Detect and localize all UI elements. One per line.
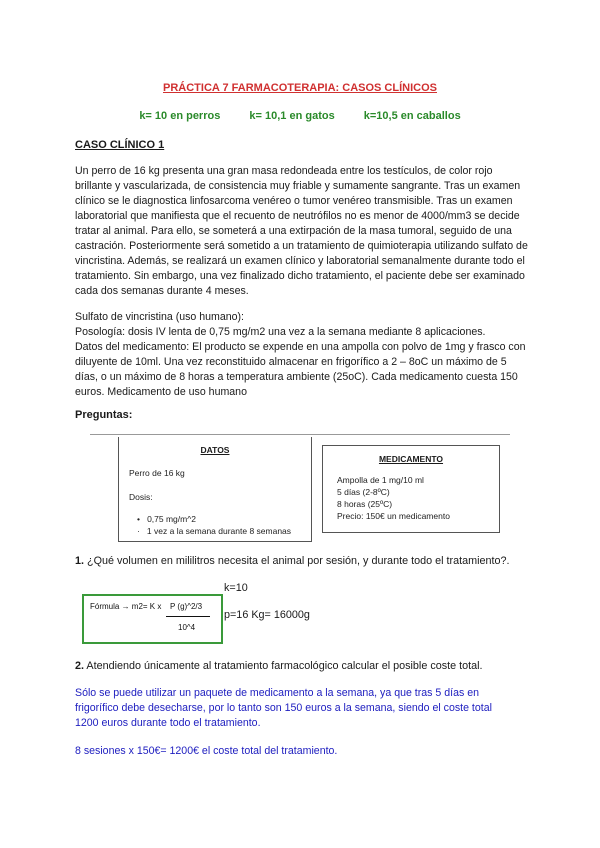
answer-1: Sólo se puede utilizar un paquete de medicamento a la semana, ya que tras 5 días en frigorífico debe desecharse, por lo tanto son 150 euros a la semana, siendo el coste total 1200 euros durante todo el tratamiento. [75, 687, 492, 729]
medicamento-title: MEDICAMENTO [378, 454, 444, 464]
k-horses: k=10,5 en caballos [363, 110, 461, 122]
page-title: PRÁCTICA 7 FARMACOTERAPIA: CASOS CLÍNICOS [163, 82, 437, 94]
p-note: p=16 Kg= 16000g [224, 609, 310, 621]
drug-name: Sulfato de vincristina (uso humano): [75, 311, 244, 323]
case-paragraph: Un perro de 16 kg presenta una gran masa redondeada entre los testículos, de color rojo brillante y vascularizada, de consistencia muy friable y sumamente sangrante. Tras un examen clínico se le diagnostica linfosarcoma venéreo o tumor venéreo transmisible. Tras un examen laboratorial que manifiesta que el recuento de neutrófilos no es menor de 4000/mm3 se decide tratar al animal. Para ello, se someterá a una extirpación de la masa tumoral, seguido de una castración. Posteriormente será sometido a un tratamiento de quimioterapia utilizando sulfato de vincristina. Además, se realizará un examen clínico y laboratorial semanalmente durante todo el tratamiento. Sin embargo, una vez finalizado dicho tratamiento, el paciente debe ser examinado cada dos semanas durante 4 meses. [75, 165, 528, 297]
datos-bullet-1: • 0,75 mg/m^2 [137, 514, 196, 524]
drug-section [75, 310, 530, 400]
datos-weight: Perro de 16 kg [129, 468, 185, 478]
medicamento-line-4: Precio: 150€ un medicamento [337, 511, 450, 521]
k-dogs: k= 10 en perros [139, 110, 221, 122]
medicamento-line-3: 8 horas (25ºC) [337, 499, 393, 509]
formula-numerator: P (g)^2/3 [170, 602, 203, 611]
k-note: k=10 [224, 582, 248, 594]
datos-bullet-2: · 1 vez a la semana durante 8 semanas [137, 526, 292, 536]
data-figure [90, 434, 510, 547]
question-2: 2. Atendiendo únicamente al tratamiento farmacológico calcular el posible coste total. [75, 660, 483, 672]
questions-label: Preguntas: [75, 409, 133, 421]
k-cats: k= 10,1 en gatos [249, 110, 335, 122]
k-values-line [0, 110, 600, 122]
medicamento-box [322, 445, 500, 533]
formula-box [82, 594, 223, 644]
datos-box [118, 437, 312, 542]
posology: Posología: dosis IV lenta de 0,75 mg/m2 una vez a la semana mediante 8 aplicaciones. [75, 326, 486, 338]
formula-denominator: 10^4 [178, 623, 196, 632]
case-heading: CASO CLÍNICO 1 [75, 139, 165, 151]
question-1: 1. ¿Qué volumen en mililitros necesita el animal por sesión, y durante todo el tratamiento?. [75, 555, 510, 567]
formula-prefix: Fórmula → m2= K x [90, 602, 162, 611]
medicamento-line-1: Ampolla de 1 mg/10 ml [337, 475, 424, 485]
drug-data: Datos del medicamento: El producto se expende en una ampolla con polvo de 1mg y frasco con diluyente de 10ml. Una vez reconstituido almacenar en frigorífico a 2 – 8oC un máximo de 5 días, o un máximo de 8 horas a temperatura ambiente (25oC). Cada medicamento cuesta 150 euros. Medicamento de uso humano [75, 341, 526, 398]
datos-dose-label: Dosis: [129, 492, 153, 502]
fraction-line [166, 616, 210, 617]
medicamento-line-2: 5 días (2-8ºC) [337, 487, 390, 497]
datos-title: DATOS [200, 445, 230, 455]
answer-2: 8 sesiones x 150€= 1200€ el coste total del tratamiento. [75, 745, 338, 757]
